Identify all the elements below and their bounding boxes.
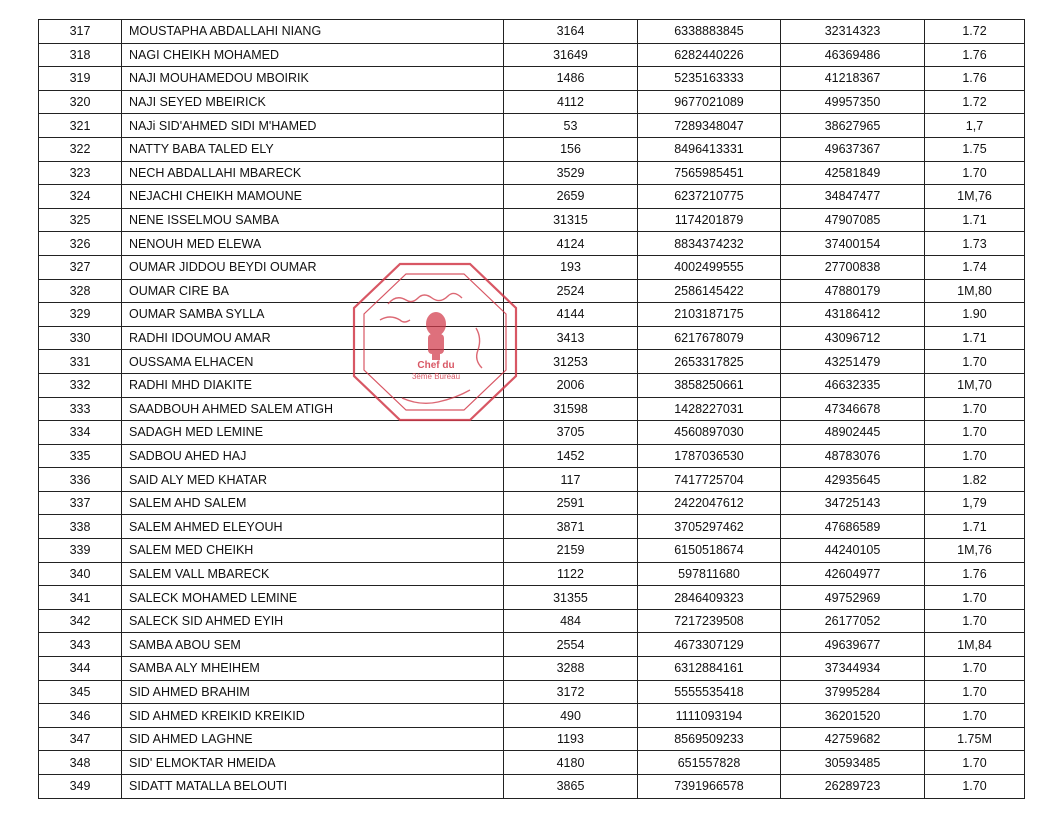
cell-phone: 37995284 xyxy=(781,680,925,704)
cell-matricule: 193 xyxy=(504,255,638,279)
cell-height: 1.76 xyxy=(925,67,1025,91)
cell-full-name: SALEM AHD SALEM xyxy=(122,491,504,515)
cell-row-number: 332 xyxy=(39,373,122,397)
cell-phone: 36201520 xyxy=(781,704,925,728)
table-row xyxy=(39,255,1025,279)
table-row xyxy=(39,421,1025,445)
cell-row-number: 346 xyxy=(39,704,122,728)
cell-matricule: 2659 xyxy=(504,185,638,209)
cell-phone: 26289723 xyxy=(781,775,925,799)
cell-phone: 42935645 xyxy=(781,468,925,492)
table-row xyxy=(39,373,1025,397)
table-row xyxy=(39,137,1025,161)
cell-full-name: NAJi SID'AHMED SIDI M'HAMED xyxy=(122,114,504,138)
cell-nni: 4673307129 xyxy=(638,633,781,657)
cell-height: 1.70 xyxy=(925,609,1025,633)
table-row xyxy=(39,680,1025,704)
table-row xyxy=(39,491,1025,515)
cell-full-name: NATTY BABA TALED ELY xyxy=(122,137,504,161)
cell-row-number: 336 xyxy=(39,468,122,492)
cell-row-number: 322 xyxy=(39,137,122,161)
cell-row-number: 338 xyxy=(39,515,122,539)
cell-phone: 32314323 xyxy=(781,20,925,44)
cell-matricule: 3705 xyxy=(504,421,638,445)
cell-phone: 49637367 xyxy=(781,137,925,161)
cell-full-name: OUMAR JIDDOU BEYDI OUMAR xyxy=(122,255,504,279)
cell-row-number: 319 xyxy=(39,67,122,91)
cell-nni: 8834374232 xyxy=(638,232,781,256)
cell-matricule: 490 xyxy=(504,704,638,728)
cell-full-name: SAMBA ALY MHEIHEM xyxy=(122,657,504,681)
cell-phone: 44240105 xyxy=(781,539,925,563)
cell-nni: 2422047612 xyxy=(638,491,781,515)
cell-nni: 6237210775 xyxy=(638,185,781,209)
stamp-text-line2: 3ème Bureau xyxy=(411,372,461,381)
table-row xyxy=(39,90,1025,114)
cell-row-number: 324 xyxy=(39,185,122,209)
cell-full-name: SALECK SID AHMED EYIH xyxy=(122,609,504,633)
cell-row-number: 325 xyxy=(39,208,122,232)
table-row xyxy=(39,161,1025,185)
cell-matricule: 4112 xyxy=(504,90,638,114)
cell-full-name: SID' ELMOKTAR HMEIDA xyxy=(122,751,504,775)
cell-row-number: 330 xyxy=(39,326,122,350)
cell-phone: 42604977 xyxy=(781,562,925,586)
cell-phone: 49752969 xyxy=(781,586,925,610)
table-row xyxy=(39,586,1025,610)
cell-height: 1.90 xyxy=(925,303,1025,327)
cell-matricule: 117 xyxy=(504,468,638,492)
cell-full-name: MOUSTAPHA ABDALLAHI NIANG xyxy=(122,20,504,44)
table-row xyxy=(39,775,1025,799)
table-row xyxy=(39,751,1025,775)
table-row xyxy=(39,208,1025,232)
cell-matricule: 484 xyxy=(504,609,638,633)
cell-full-name: SID AHMED KREIKID KREIKID xyxy=(122,704,504,728)
cell-nni: 7565985451 xyxy=(638,161,781,185)
cell-phone: 37344934 xyxy=(781,657,925,681)
cell-row-number: 334 xyxy=(39,421,122,445)
cell-phone: 27700838 xyxy=(781,255,925,279)
cell-matricule: 3865 xyxy=(504,775,638,799)
cell-phone: 43251479 xyxy=(781,350,925,374)
cell-height: 1.70 xyxy=(925,444,1025,468)
cell-height: 1.72 xyxy=(925,90,1025,114)
cell-height: 1.70 xyxy=(925,350,1025,374)
cell-height: 1.70 xyxy=(925,657,1025,681)
cell-height: 1.74 xyxy=(925,255,1025,279)
table-row xyxy=(39,444,1025,468)
cell-full-name: SADBOU AHED HAJ xyxy=(122,444,504,468)
cell-matricule: 2006 xyxy=(504,373,638,397)
stamp-text-line1: Chef du xyxy=(417,360,455,371)
cell-nni: 2103187175 xyxy=(638,303,781,327)
cell-row-number: 348 xyxy=(39,751,122,775)
cell-height: 1M,76 xyxy=(925,185,1025,209)
cell-matricule: 31355 xyxy=(504,586,638,610)
cell-matricule: 3529 xyxy=(504,161,638,185)
cell-full-name: SALEM AHMED ELEYOUH xyxy=(122,515,504,539)
cell-full-name: RADHI MHD DIAKITE xyxy=(122,373,504,397)
table-row xyxy=(39,633,1025,657)
cell-matricule: 1193 xyxy=(504,727,638,751)
cell-phone: 47686589 xyxy=(781,515,925,539)
cell-height: 1.70 xyxy=(925,161,1025,185)
cell-nni: 4002499555 xyxy=(638,255,781,279)
cell-height: 1.76 xyxy=(925,43,1025,67)
cell-nni: 597811680 xyxy=(638,562,781,586)
cell-matricule: 2591 xyxy=(504,491,638,515)
table-row xyxy=(39,232,1025,256)
table-row xyxy=(39,562,1025,586)
cell-row-number: 335 xyxy=(39,444,122,468)
table-body xyxy=(39,20,1025,799)
cell-height: 1.70 xyxy=(925,704,1025,728)
cell-nni: 1111093194 xyxy=(638,704,781,728)
cell-nni: 7217239508 xyxy=(638,609,781,633)
cell-matricule: 2159 xyxy=(504,539,638,563)
cell-row-number: 344 xyxy=(39,657,122,681)
cell-height: 1.72 xyxy=(925,20,1025,44)
cell-phone: 34847477 xyxy=(781,185,925,209)
cell-nni: 6282440226 xyxy=(638,43,781,67)
table-row xyxy=(39,515,1025,539)
cell-height: 1,7 xyxy=(925,114,1025,138)
cell-row-number: 349 xyxy=(39,775,122,799)
cell-full-name: NENE ISSELMOU SAMBA xyxy=(122,208,504,232)
table-row xyxy=(39,114,1025,138)
table-row xyxy=(39,657,1025,681)
cell-row-number: 347 xyxy=(39,727,122,751)
cell-nni: 6217678079 xyxy=(638,326,781,350)
cell-height: 1M,80 xyxy=(925,279,1025,303)
cell-height: 1.71 xyxy=(925,208,1025,232)
cell-row-number: 339 xyxy=(39,539,122,563)
cell-nni: 5235163333 xyxy=(638,67,781,91)
cell-nni: 3705297462 xyxy=(638,515,781,539)
cell-nni: 1174201879 xyxy=(638,208,781,232)
cell-nni: 2586145422 xyxy=(638,279,781,303)
table-row xyxy=(39,397,1025,421)
cell-matricule: 31598 xyxy=(504,397,638,421)
cell-phone: 43096712 xyxy=(781,326,925,350)
table-row xyxy=(39,350,1025,374)
table-row xyxy=(39,539,1025,563)
cell-row-number: 318 xyxy=(39,43,122,67)
cell-height: 1.76 xyxy=(925,562,1025,586)
cell-matricule: 3288 xyxy=(504,657,638,681)
cell-full-name: SAMBA ABOU SEM xyxy=(122,633,504,657)
cell-nni: 1428227031 xyxy=(638,397,781,421)
cell-phone: 34725143 xyxy=(781,491,925,515)
cell-matricule: 53 xyxy=(504,114,638,138)
cell-height: 1.70 xyxy=(925,421,1025,445)
cell-row-number: 340 xyxy=(39,562,122,586)
cell-full-name: NEJACHI CHEIKH MAMOUNE xyxy=(122,185,504,209)
cell-row-number: 342 xyxy=(39,609,122,633)
cell-phone: 42581849 xyxy=(781,161,925,185)
cell-row-number: 341 xyxy=(39,586,122,610)
table-row xyxy=(39,326,1025,350)
cell-nni: 6312884161 xyxy=(638,657,781,681)
cell-row-number: 345 xyxy=(39,680,122,704)
cell-row-number: 329 xyxy=(39,303,122,327)
cell-matricule: 31253 xyxy=(504,350,638,374)
cell-height: 1.70 xyxy=(925,751,1025,775)
cell-row-number: 337 xyxy=(39,491,122,515)
cell-nni: 6150518674 xyxy=(638,539,781,563)
cell-full-name: SAADBOUH AHMED SALEM ATIGH xyxy=(122,397,504,421)
cell-matricule: 2554 xyxy=(504,633,638,657)
cell-nni: 2653317825 xyxy=(638,350,781,374)
table-row xyxy=(39,609,1025,633)
cell-row-number: 320 xyxy=(39,90,122,114)
cell-matricule: 4180 xyxy=(504,751,638,775)
cell-full-name: SID AHMED LAGHNE xyxy=(122,727,504,751)
cell-phone: 47346678 xyxy=(781,397,925,421)
cell-full-name: NAGI CHEIKH MOHAMED xyxy=(122,43,504,67)
cell-height: 1M,84 xyxy=(925,633,1025,657)
cell-phone: 30593485 xyxy=(781,751,925,775)
cell-full-name: OUMAR SAMBA SYLLA xyxy=(122,303,504,327)
cell-full-name: NAJI MOUHAMEDOU MBOIRIK xyxy=(122,67,504,91)
cell-height: 1M,70 xyxy=(925,373,1025,397)
cell-phone: 48902445 xyxy=(781,421,925,445)
cell-height: 1.75 xyxy=(925,137,1025,161)
cell-nni: 8496413331 xyxy=(638,137,781,161)
cell-matricule: 4144 xyxy=(504,303,638,327)
cell-phone: 26177052 xyxy=(781,609,925,633)
cell-height: 1.71 xyxy=(925,326,1025,350)
cell-full-name: SIDATT MATALLA BELOUTI xyxy=(122,775,504,799)
cell-matricule: 2524 xyxy=(504,279,638,303)
cell-full-name: SALEM VALL MBARECK xyxy=(122,562,504,586)
cell-row-number: 331 xyxy=(39,350,122,374)
cell-height: 1,79 xyxy=(925,491,1025,515)
cell-phone: 46632335 xyxy=(781,373,925,397)
table-row xyxy=(39,67,1025,91)
cell-full-name: SALECK MOHAMED LEMINE xyxy=(122,586,504,610)
cell-row-number: 321 xyxy=(39,114,122,138)
cell-nni: 5555535418 xyxy=(638,680,781,704)
cell-phone: 49957350 xyxy=(781,90,925,114)
cell-nni: 651557828 xyxy=(638,751,781,775)
cell-nni: 9677021089 xyxy=(638,90,781,114)
cell-phone: 47880179 xyxy=(781,279,925,303)
cell-height: 1M,76 xyxy=(925,539,1025,563)
cell-full-name: RADHI IDOUMOU AMAR xyxy=(122,326,504,350)
cell-height: 1.70 xyxy=(925,397,1025,421)
personnel-table xyxy=(38,19,1025,799)
table-row xyxy=(39,43,1025,67)
cell-row-number: 343 xyxy=(39,633,122,657)
cell-nni: 7289348047 xyxy=(638,114,781,138)
cell-nni: 8569509233 xyxy=(638,727,781,751)
cell-full-name: SADAGH MED LEMINE xyxy=(122,421,504,445)
cell-matricule: 4124 xyxy=(504,232,638,256)
cell-height: 1.71 xyxy=(925,515,1025,539)
cell-matricule: 3413 xyxy=(504,326,638,350)
cell-phone: 41218367 xyxy=(781,67,925,91)
table-row xyxy=(39,279,1025,303)
cell-nni: 4560897030 xyxy=(638,421,781,445)
cell-row-number: 328 xyxy=(39,279,122,303)
cell-full-name: OUSSAMA ELHACEN xyxy=(122,350,504,374)
cell-full-name: SID AHMED BRAHIM xyxy=(122,680,504,704)
table-row xyxy=(39,303,1025,327)
table-row xyxy=(39,704,1025,728)
table-row xyxy=(39,468,1025,492)
cell-row-number: 326 xyxy=(39,232,122,256)
cell-nni: 1787036530 xyxy=(638,444,781,468)
table-row xyxy=(39,20,1025,44)
cell-matricule: 3172 xyxy=(504,680,638,704)
cell-height: 1.82 xyxy=(925,468,1025,492)
cell-phone: 48783076 xyxy=(781,444,925,468)
cell-full-name: NENOUH MED ELEWA xyxy=(122,232,504,256)
table-row xyxy=(39,185,1025,209)
cell-full-name: OUMAR CIRE BA xyxy=(122,279,504,303)
cell-nni: 3858250661 xyxy=(638,373,781,397)
cell-full-name: SALEM MED CHEIKH xyxy=(122,539,504,563)
cell-nni: 2846409323 xyxy=(638,586,781,610)
cell-height: 1.75M xyxy=(925,727,1025,751)
cell-height: 1.73 xyxy=(925,232,1025,256)
cell-matricule: 156 xyxy=(504,137,638,161)
cell-nni: 6338883845 xyxy=(638,20,781,44)
cell-row-number: 323 xyxy=(39,161,122,185)
cell-matricule: 1486 xyxy=(504,67,638,91)
cell-matricule: 31649 xyxy=(504,43,638,67)
cell-phone: 38627965 xyxy=(781,114,925,138)
cell-row-number: 317 xyxy=(39,20,122,44)
cell-matricule: 1452 xyxy=(504,444,638,468)
cell-full-name: SAID ALY MED KHATAR xyxy=(122,468,504,492)
cell-height: 1.70 xyxy=(925,680,1025,704)
cell-matricule: 3871 xyxy=(504,515,638,539)
cell-nni: 7391966578 xyxy=(638,775,781,799)
cell-phone: 49639677 xyxy=(781,633,925,657)
cell-matricule: 3164 xyxy=(504,20,638,44)
cell-nni: 7417725704 xyxy=(638,468,781,492)
cell-height: 1.70 xyxy=(925,586,1025,610)
cell-full-name: NECH ABDALLAHI MBARECK xyxy=(122,161,504,185)
cell-row-number: 327 xyxy=(39,255,122,279)
cell-matricule: 31315 xyxy=(504,208,638,232)
cell-phone: 42759682 xyxy=(781,727,925,751)
cell-phone: 46369486 xyxy=(781,43,925,67)
cell-phone: 37400154 xyxy=(781,232,925,256)
table-row xyxy=(39,727,1025,751)
cell-height: 1.70 xyxy=(925,775,1025,799)
cell-row-number: 333 xyxy=(39,397,122,421)
cell-phone: 47907085 xyxy=(781,208,925,232)
cell-full-name: NAJI SEYED MBEIRICK xyxy=(122,90,504,114)
cell-phone: 43186412 xyxy=(781,303,925,327)
cell-matricule: 1122 xyxy=(504,562,638,586)
